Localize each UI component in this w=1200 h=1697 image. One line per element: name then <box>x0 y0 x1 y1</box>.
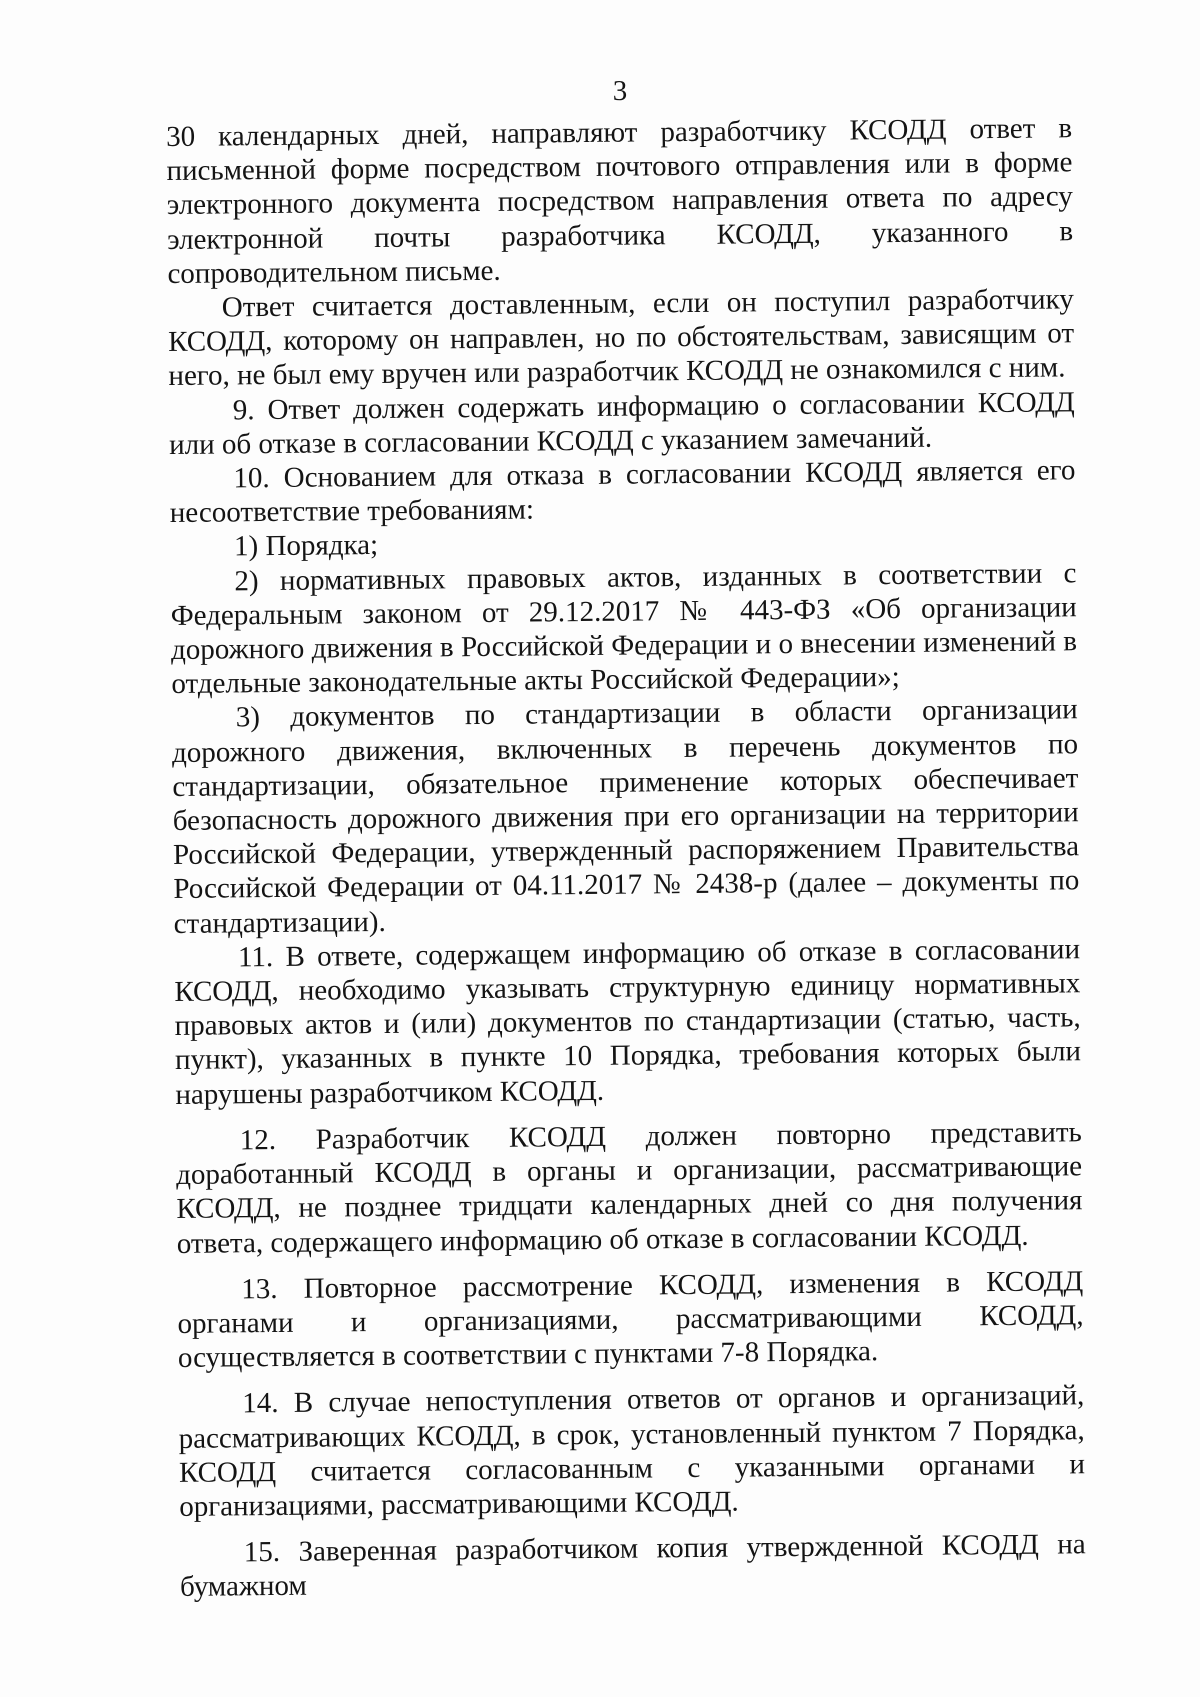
paragraph-item-11: 11. В ответе, содержащем информацию об отказе в согласовании КСОДД, необходимо указывать структурную единицу нормативных правовых актов и (или) документов по стандартизации (статью, часть, пункт), указанных в пункте 10 Порядка, требования которых были нарушены разработчиком КСОДД. <box>174 933 1082 1111</box>
paragraph-item-10-2: 2) нормативных правовых актов, изданных в соответствии с Федеральным законом от 29.12.2017 № 443-ФЗ «Об организации дорожного движения в Российской Федерации и о внесении изменений в отдельные законодательные акты Российской Федерации»; <box>170 556 1078 701</box>
page-number: 3 <box>612 75 628 107</box>
paragraph-item-14: 14. В случае непоступления ответов от органов и организаций, рассматривающих КСОДД, в срок, установленный пунктом 7 Порядка, КСОДД считается согласованным с указанными органами и организациями, рассматривающими КСОДД. <box>178 1379 1086 1523</box>
document-body <box>166 111 1086 1604</box>
paragraph-item-15: 15. Заверенная разработчиком копия утвержденной КСОДД на бумажном <box>179 1528 1086 1604</box>
paragraph-item-12: 12. Разработчик КСОДД должен повторно представить доработанный КСОДД в органы и организации, рассматривающие КСОДД, не позднее тридцати календарных дней со дня получения ответа, содержащего информацию об отказе в согласовании КСОДД. <box>175 1116 1083 1260</box>
paragraph-item-13: 13. Повторное рассмотрение КСОДД, изменения в КСОДД органами и организациями, рассматривающими КСОДД, осуществляется в соответствии с пунктами 7-8 Порядка. <box>177 1264 1084 1375</box>
paragraph-item-10-1: 1) Порядка; <box>233 529 379 563</box>
paragraph-item-9: 9. Ответ должен содержать информацию о согласовании КСОДД или об отказе в согласовании КСОДД с указанием замечаний. <box>168 385 1075 461</box>
paragraph-continuation: 30 календарных дней, направляют разработчику КСОДД ответ в письменной форме посредством почтового отправления или в форме электронного документа посредством направления ответа по адресу электронной почты разработчика КСОДД, указанного в сопроводительном письме. <box>166 112 1074 290</box>
paragraph-item-10-3: 3) документов по стандартизации в области организации дорожного движения, включенных в перечень документов по стандартизации, обязательное применение которых обеспечивает безопасность дорожного движения при его организации на территории Российской Федерации, утвержденный распоряжением Правительства Российской Федерации от 04.11.2017 № 2438-р (далее – документы по стандартизации). <box>171 693 1080 940</box>
paragraph-item-10: 10. Основанием для отказа в согласовании КСОДД является его несоответствие требованиям: <box>169 454 1076 530</box>
paragraph-answer-delivered: Ответ считается доставленным, если он поступил разработчику КСОДД, которому он направлен, но по обстоятельствам, зависящим от него, не был ему вручен или разработчик КСОДД не ознакомился с ним. <box>167 283 1075 393</box>
